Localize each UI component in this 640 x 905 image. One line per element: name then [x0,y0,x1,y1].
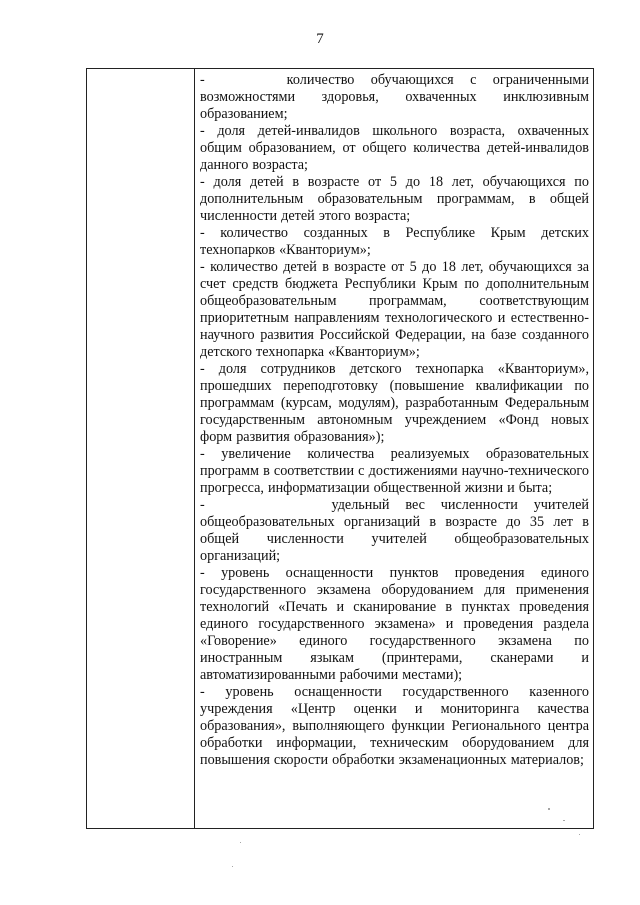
indicator-item: - количество обучающихся с ограниченными возможностями здоровья, охваченных инклюзивным образованием; [200,72,589,122]
scan-speck [563,820,565,821]
scan-speck [240,842,241,843]
column-divider [194,69,195,828]
indicator-item: - увеличение количества реализуемых образовательных программ в соответствии с достижениями научно-технического прогресса, информатизации общественной жизни и быта; [200,446,589,496]
scan-speck [548,808,550,810]
scan-speck [232,866,233,867]
indicator-item: - доля детей-инвалидов школьного возраста, охваченных общим образованием, от общего количества детей-инвалидов данного возраста; [200,123,589,173]
table-right-cell [200,72,589,769]
page-number: 7 [316,31,324,47]
indicator-item: - уровень оснащенности государственного казенного учреждения «Центр оценки и мониторинга качества образования», выполняющего функции Регионального центра обработки информации, техническим оборудованием для повышения скорости обработки экзаменационных материалов; [200,684,589,768]
indicator-item: - количество детей в возрасте от 5 до 18 лет, обучающихся за счет средств бюджета Республики Крым по дополнительным общеобразовательным программам, соответствующим приоритетным направлениям технологического и естественно-научного развития Российской Федерации, на базе созданного детского технопарка «Кванториум»; [200,259,589,360]
indicator-item: - количество созданных в Республике Крым детских технопарков «Кванториум»; [200,225,589,258]
table-left-cell [87,69,194,828]
indicator-item: - доля сотрудников детского технопарка «Кванториум», прошедших переподготовку (повышение квалификации по программам (курсам, модулям), разработанным Федеральным государственным автономным учреждением «Фонд новых форм развития образования»); [200,361,589,445]
indicator-item: - доля детей в возрасте от 5 до 18 лет, обучающихся по дополнительным образовательным программам, в общей численности детей этого возраста; [200,174,589,224]
indicator-item: - уровень оснащенности пунктов проведения единого государственного экзамена оборудованием для применения технологий «Печать и сканирование в пунктах проведения единого государственного экзамена» и проведения раздела «Говорение» единого государственного экзамена по иностранным языкам (принтерами, сканерами и автоматизированными рабочими местами); [200,565,589,683]
indicators-table [86,68,594,829]
indicator-item: - удельный вес численности учителей общеобразовательных организаций в возрасте до 35 лет в общей численности учителей общеобразовательных организаций; [200,497,589,564]
scan-speck [579,834,580,835]
